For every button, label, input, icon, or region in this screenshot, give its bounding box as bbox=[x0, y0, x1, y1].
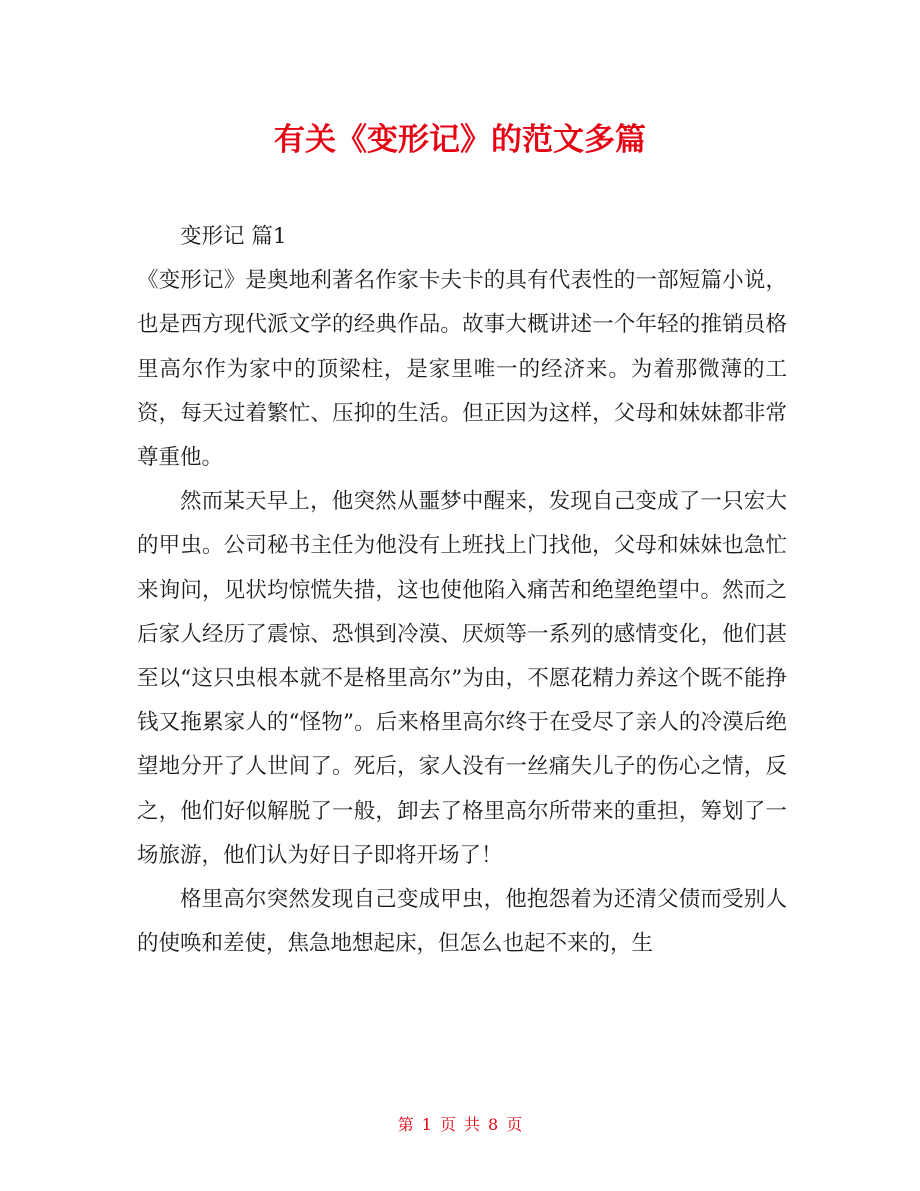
footer-label-of-page: 页 bbox=[439, 1115, 456, 1134]
footer-current-page: 1 bbox=[421, 1115, 432, 1134]
footer-total-pages: 8 bbox=[488, 1115, 499, 1134]
paragraph-1: 《变形记》是奥地利著名作家卡夫卡的具有代表性的一部短篇小说，也是西方现代派文学的经典作品。故事大概讲述一个年轻的推销员格里高尔作为家中的顶梁柱，是家里唯一的经济来。为着那微薄的工资，每天过着繁忙、压抑的生活。但正因为这样，父母和妹妹都非常尊重他。 bbox=[137, 268, 787, 471]
footer-label-page: 第 bbox=[397, 1115, 414, 1134]
page-footer bbox=[0, 1113, 920, 1137]
document-title: 有关《变形记》的范文多篇 bbox=[274, 122, 646, 158]
document-body bbox=[137, 215, 787, 966]
footer-label-pages-end: 页 bbox=[506, 1115, 523, 1134]
section-heading: 变形记 篇1 bbox=[180, 224, 287, 249]
paragraph-2: 然而某天早上，他突然从噩梦中醒来，发现自己变成了一只宏大的甲虫。公司秘书主任为他没有上班找上门找他，父母和妹妹也急忙来询问，见状均惊慌失措，这也使他陷入痛苦和绝望绝望中。然而之后家人经历了震惊、恐惧到冷漠、厌烦等一系列的感情变化，他们甚至以“这只虫根本就不是格里高尔”为由，不愿花精力养这个既不能挣钱又拖累家人的“怪物”。后来格里高尔终于在受尽了亲人的冷漠后绝望地分开了人世间了。死后，家人没有一丝痛失儿子的伤心之情，反之，他们好似解脱了一般，卸去了格里高尔所带来的重担，筹划了一场旅游，他们认为好日子即将开场了！ bbox=[137, 489, 787, 868]
footer-label-total: 共 bbox=[464, 1115, 481, 1134]
paragraph-3: 格里高尔突然发现自己变成甲虫，他抱怨着为还清父债而受别人的使唤和差使，焦急地想起床，但怎么也起不来的，生 bbox=[137, 887, 787, 957]
